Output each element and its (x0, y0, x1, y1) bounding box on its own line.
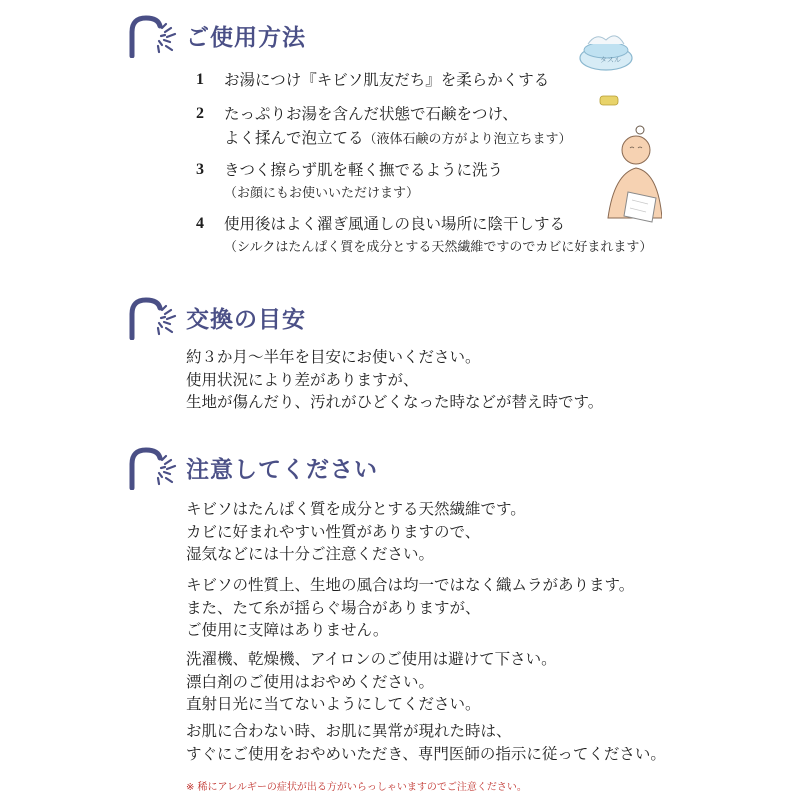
text-line: 生地が傷んだり、汚れがひどくなった時などが替え時です。 (186, 393, 604, 411)
step-text: たっぷりお湯を含んだ状態で石鹸をつけ、 (224, 105, 518, 123)
step-number: 3 (196, 161, 204, 178)
caution-paragraph-4 (186, 720, 666, 765)
text-line: また、たて糸が揺らぐ場合がありますが、 (186, 598, 481, 617)
text-line: キビソはたんぱく質を成分とする天然繊維です。 (186, 500, 526, 518)
step-3 (196, 158, 503, 206)
text-line: すぐにご使用をおやめいただき、専門医師の指示に従ってください。 (186, 744, 666, 763)
caution-paragraph-1 (186, 498, 526, 566)
step-note: （お顔にもお使いいただけます） (224, 186, 420, 201)
step-note: （シルクはたんぱく質を成分とする天然繊維ですのでカビに好まれます） (224, 240, 653, 255)
shower-icon (128, 12, 178, 58)
text-line: お肌に合わない時、お肌に異常が現れた時は、 (186, 722, 512, 740)
step-1 (196, 68, 549, 92)
text-line: 漂白剤のご使用はおやめください。 (186, 672, 435, 691)
text-line: 約３か月～半年を目安にお使いください。 (186, 348, 481, 366)
text-line: 使用状況により差がありますが、 (186, 370, 419, 389)
text-line: カビに好まれやすい性質がありますので、 (186, 522, 481, 541)
step-note: （液体石鹸の方がより泡立ちます） (363, 132, 572, 147)
step-text: 使用後はよく濯ぎ風通しの良い場所に陰干しする (224, 215, 566, 233)
svg-text:タスル: タスル (600, 56, 621, 64)
caution-heading (128, 444, 378, 490)
shower-icon (128, 444, 178, 490)
step-number: 1 (196, 71, 204, 88)
basin-icon (580, 36, 632, 70)
bathing-illustration (578, 22, 662, 228)
text-line: 直射日光に当てないようにしてください。 (186, 695, 481, 713)
soap-icon (600, 96, 618, 105)
step-text: よく揉んで泡立てる (224, 129, 364, 147)
step-text: お湯につけ『キビソ肌友だち』を柔らかくする (224, 71, 550, 89)
caution-title: 注意してください (186, 456, 378, 483)
step-number: 4 (196, 215, 204, 232)
usage-heading (128, 12, 306, 58)
text-line: キビソの性質上、生地の風合は均一ではなく織ムラがあります。 (186, 576, 635, 594)
allergy-footnote: ※ 稀にアレルギーの症状が出る方がいらっしゃいますのでご注意ください。 (186, 782, 527, 793)
step-text: きつく擦らず肌を軽く撫でるように洗う (224, 161, 504, 179)
step-2 (196, 102, 572, 152)
replace-title: 交換の目安 (186, 306, 306, 333)
text-line: 洗濯機、乾燥機、アイロンのご使用は避けて下さい。 (186, 650, 557, 668)
replace-text (186, 346, 603, 414)
usage-title: ご使用方法 (186, 24, 306, 51)
person-icon (608, 126, 662, 222)
text-line: 湿気などには十分ご注意ください。 (186, 545, 435, 563)
text-line: ご使用に支障はありません。 (186, 621, 389, 639)
caution-paragraph-2 (186, 574, 634, 642)
shower-icon (128, 294, 178, 340)
caution-paragraph-3 (186, 648, 557, 716)
replace-heading (128, 294, 306, 340)
step-number: 2 (196, 105, 204, 122)
